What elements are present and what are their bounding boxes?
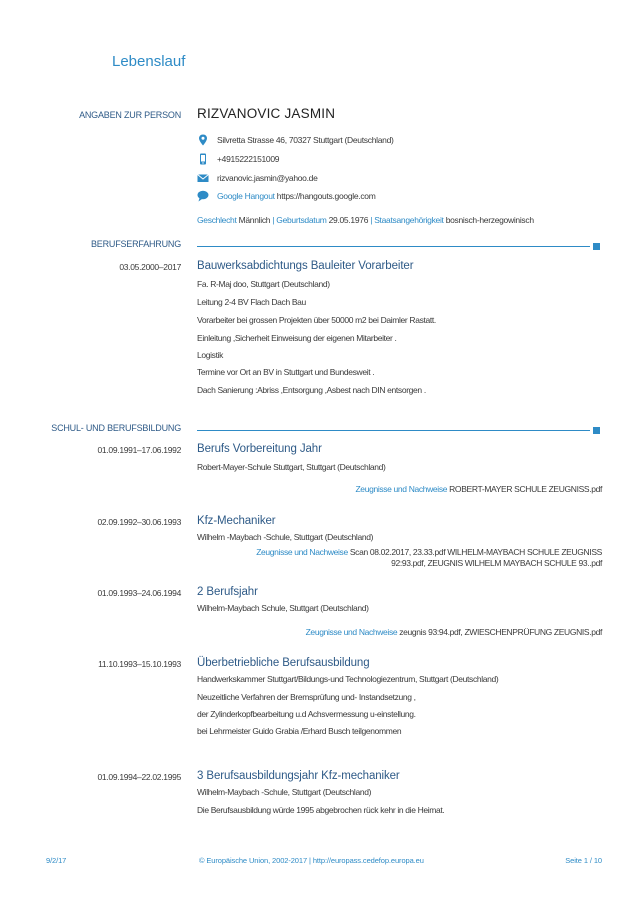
- job-title: Bauwerksabdichtungs Bauleiter Vorarbeiter: [197, 260, 414, 272]
- attachment-file[interactable]: 92:93.pdf, ZEUGNIS WILHELM MAYBACH SCHULE 93..pdf: [391, 558, 602, 568]
- entry-date: 02.09.1992–30.06.1993: [97, 517, 181, 527]
- footer-page-number: Seite 1 / 10: [565, 856, 602, 865]
- education-description-line: Die Berufsausbildung würde 1995 abgebrochen rück kehr in die Heimat.: [197, 805, 445, 815]
- attachment-file[interactable]: Scan 08.02.2017, 23.33.pdf WILHELM-MAYBACH SCHULE ZEUGNISS: [349, 547, 602, 557]
- envelope-icon: [197, 172, 209, 184]
- section-rule: [197, 430, 590, 431]
- document-title: Lebenslauf: [112, 53, 186, 70]
- attachment-file[interactable]: zeugnis 93:94.pdf, ZWIESCHENPRÜFUNG ZEUGNIS.pdf: [399, 627, 602, 637]
- attachments: [306, 627, 602, 638]
- job-description-line: Leitung 2-4 BV Flach Dach Bau: [197, 297, 306, 307]
- footer-date: 9/2/17: [46, 856, 67, 865]
- personal-details-line: [197, 215, 534, 225]
- attachment-file[interactable]: ROBERT-MAYER SCHULE ZEUGNISS.pdf: [449, 484, 602, 494]
- nationality-value: bosnisch-herzegowinisch: [445, 215, 534, 225]
- education-title: Überbetriebliche Berufsausbildung: [197, 657, 370, 669]
- job-description-line: Logistik: [197, 350, 224, 360]
- school-name: Wilhelm-Maybach -Schule, Stuttgart (Deutschland): [197, 787, 372, 797]
- gender-value: Männlich: [238, 215, 271, 225]
- education-description-line: der Zylinderkopfbearbeitung u.d Achsvermessung u-einstellung.: [197, 709, 416, 719]
- school-name: Handwerkskammer Stuttgart/Bildungs-und Technologiezentrum, Stuttgart (Deutschland): [197, 674, 499, 684]
- education-title: 2 Berufsjahr: [197, 586, 258, 598]
- education-title: Kfz-Mechaniker: [197, 515, 276, 527]
- section-label-work: BERUFSERFAHRUNG: [90, 239, 181, 249]
- education-description-line: Neuzeitliche Verfahren der Bremsprüfung und- Instandsetzung ,: [197, 692, 416, 702]
- phone-row: [197, 153, 279, 165]
- entry-date: 01.09.1993–24.06.1994: [97, 588, 181, 598]
- nationality-label: Staatsangehörigkeit: [374, 215, 444, 225]
- attachments: [355, 484, 602, 495]
- section-rule-square: [593, 243, 600, 250]
- education-title: Berufs Vorbereitung Jahr: [197, 443, 322, 455]
- section-label-personal: ANGABEN ZUR PERSON: [79, 110, 181, 120]
- mobile-phone-icon: [197, 153, 209, 165]
- job-description-line: Vorarbeiter bei grossen Projekten über 50000 m2 bei Daimler Rastatt.: [197, 315, 436, 325]
- gender-label: Geschlecht: [197, 215, 237, 225]
- im-value[interactable]: https://hangouts.google.com: [276, 191, 376, 201]
- location-pin-icon: [197, 134, 209, 146]
- birth-label: Geburtsdatum: [276, 215, 327, 225]
- entry-date: 11.10.1993–15.10.1993: [98, 659, 181, 669]
- section-label-education: SCHUL- UND BERUFSBILDUNG: [51, 423, 181, 433]
- entry-date: 03.05.2000–2017: [119, 262, 181, 272]
- attachments-label: Zeugnisse und Nachweise: [256, 547, 348, 557]
- address-row: [197, 134, 394, 146]
- school-name: Robert-Mayer-Schule Stuttgart, Stuttgart (Deutschland): [197, 462, 386, 472]
- address-text: Silvretta Strasse 46, 70327 Stuttgart (Deutschland): [217, 135, 394, 145]
- entry-date: 01.09.1991–17.06.1992: [97, 445, 181, 455]
- im-row: [197, 190, 375, 202]
- job-description-line: Einleitung ,Sicherheit Einweisung der eigenen Mitarbeiter .: [197, 333, 397, 343]
- footer-copyright[interactable]: © Europäische Union, 2002-2017 | http://europass.cedefop.europa.eu: [199, 856, 424, 865]
- attachments: [256, 547, 602, 569]
- person-name: RIZVANOVIC JASMIN: [197, 106, 336, 121]
- attachments-label: Zeugnisse und Nachweise: [355, 484, 448, 494]
- im-label: Google Hangout: [217, 191, 275, 201]
- attachments-label: Zeugnisse und Nachweise: [305, 627, 398, 637]
- job-description-line: Termine vor Ort an BV in Stuttgart und Bundesweit .: [197, 367, 375, 377]
- job-description-line: Dach Sanierung :Abriss ,Entsorgung ,Asbest nach DIN entsorgen .: [197, 385, 426, 395]
- entry-date: 01.09.1994–22.02.1995: [97, 772, 181, 782]
- email-text[interactable]: rizvanovic.jasmin@yahoo.de: [217, 173, 318, 183]
- school-name: Wilhelm-Maybach Schule, Stuttgart (Deutschland): [197, 603, 369, 613]
- school-name: Wilhelm -Maybach -Schule, Stuttgart (Deutschland): [197, 532, 374, 542]
- birth-value: 29.05.1976: [328, 215, 369, 225]
- section-rule: [197, 246, 590, 247]
- separator: |: [272, 215, 275, 225]
- phone-text: +4915222151009: [217, 154, 280, 164]
- education-title: 3 Berufsausbildungsjahr Kfz-mechaniker: [197, 770, 400, 782]
- employer: Fa. R-Maj doo, Stuttgart (Deutschland): [197, 279, 330, 289]
- email-row: [197, 172, 318, 184]
- section-rule-square: [593, 427, 600, 434]
- education-description-line: bei Lehrmeister Guido Grabia /Erhard Busch teilgenommen: [197, 726, 402, 736]
- speech-bubble-icon: [197, 190, 209, 202]
- separator: |: [370, 215, 373, 225]
